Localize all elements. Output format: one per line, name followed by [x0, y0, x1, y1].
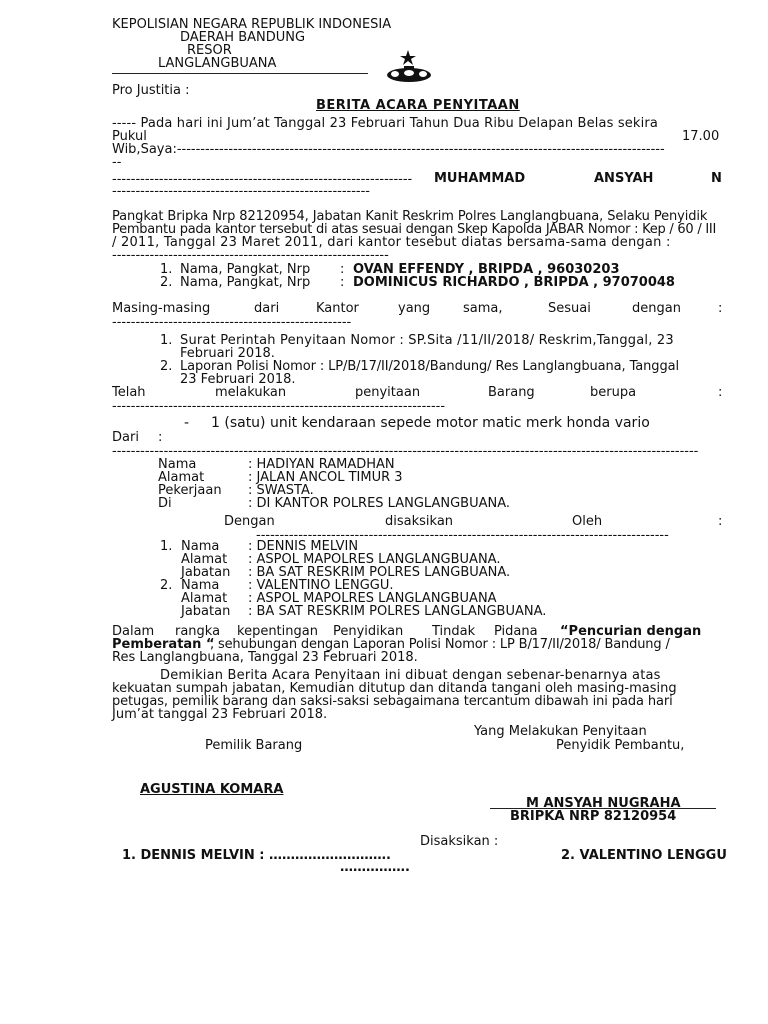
telah-word-6: : — [718, 385, 723, 400]
dalam-word-5: Tindak — [432, 624, 476, 639]
masing-dashes: --------------------------------------------------- — [112, 315, 352, 330]
masing-word-3: Kantor — [316, 301, 359, 316]
dari-dashes: ----------------------------------------------------------------------------------------------------------------------------- — [112, 444, 699, 459]
witness-2-signature: 2. VALENTINO LENGGU — [561, 848, 727, 863]
witness-2-label-nama: Nama — [181, 578, 220, 593]
team-member-2-number: 2. — [160, 275, 173, 290]
officer-name-part-1: MUHAMMAD — [434, 171, 526, 186]
reference-1-line-2: Februari 2018. — [180, 346, 275, 361]
penyidik-pembantu-label: Penyidik Pembantu, — [556, 738, 685, 753]
team-member-2-sep: : — [340, 275, 345, 290]
officer-signature-name: M ANSYAH NUGRAHA — [526, 796, 681, 811]
witness-2-value-alamat: : ASPOL MAPOLRES LANGLANGBUANA — [248, 591, 497, 606]
reference-1-number: 1. — [160, 333, 173, 348]
witness-1-label-alamat: Alamat — [181, 552, 228, 567]
witness-2-number: 2. — [160, 578, 173, 593]
masing-word-1: Masing-masing — [112, 301, 211, 316]
witness-1-number: 1. — [160, 539, 173, 554]
owner-value-alamat: : JALAN ANCOL TIMUR 3 — [248, 470, 403, 485]
opening-pukul: Pukul — [112, 129, 147, 144]
witness-1-label-jabatan: Jabatan — [181, 565, 231, 580]
witness-1-signature: 1. DENNIS MELVIN : ………………………. — [122, 848, 391, 863]
telah-word-1: Telah — [112, 385, 146, 400]
opening-saya: Wib,Saya:-------------------------------------------------------------------------------------------------------- — [112, 142, 665, 157]
reference-1-line-1: Surat Perintah Penyitaan Nomor : SP.Sita /11/II/2018/ Reskrim,Tanggal, 23 — [180, 333, 674, 348]
yang-melakukan-label: Yang Melakukan Penyitaan — [474, 724, 647, 739]
pangkat-dashes: ----------------------------------------------------------- — [112, 248, 389, 263]
demikian-line-3: petugas, pemilik barang dan saksi-saksi sebagaimana tercantum dibawah ini pada hari — [112, 694, 673, 709]
dari-sep: : — [158, 430, 163, 445]
masing-word-5: sama, — [463, 301, 503, 316]
owner-value-pekerjaan: : SWASTA. — [248, 483, 314, 498]
item-bullet: - — [184, 415, 190, 431]
witness-1-value-nama: : DENNIS MELVIN — [248, 539, 359, 554]
telah-word-4: Barang — [488, 385, 535, 400]
dari-label: Dari — [112, 430, 139, 445]
header-line-2: DAERAH BANDUNG — [180, 30, 306, 45]
pangkat-line-3: / 2011, Tanggal 23 Maret 2011, dari kantor tesebut diatas bersama-sama dengan : — [112, 235, 671, 250]
dalam-line-2: , sehubungan dengan Laporan Polisi Nomor : LP B/17/II/2018/ Bandung / — [210, 637, 670, 652]
owner-value-nama: : HADIYAN RAMADHAN — [248, 457, 395, 472]
dalam-word-2: rangka — [175, 624, 221, 639]
masing-word-8: : — [718, 301, 723, 316]
document-title: BERITA ACARA PENYITAAN — [316, 98, 520, 113]
dalam-word-4: Penyidikan — [333, 624, 404, 639]
telah-word-2: melakukan — [215, 385, 287, 400]
witness-2-value-nama: : VALENTINO LENGGU. — [248, 578, 394, 593]
masing-word-6: Sesuai — [548, 301, 591, 316]
header-line-1: KEPOLISIAN NEGARA REPUBLIK INDONESIA — [112, 17, 392, 32]
masing-word-7: dengan — [632, 301, 681, 316]
pangkat-line-1: Pangkat Bripka Nrp 82120954, Jabatan Kanit Reskrim Polres Langlangbuana, Selaku Penyidik — [112, 209, 708, 224]
demikian-line-2: kekuatan sumpah jabatan, Kemudian ditutup dan ditanda tangani oleh masing-masing — [112, 681, 677, 696]
dengan-word-3: Oleh — [572, 514, 603, 529]
team-member-1-number: 1. — [160, 262, 173, 277]
owner-value-di: : DI KANTOR POLRES LANGLANGBUANA. — [248, 496, 510, 511]
owner-signature-name: AGUSTINA KOMARA — [140, 782, 284, 797]
telah-word-5: berupa — [590, 385, 637, 400]
team-member-2-value: DOMINICUS RICHARDO , BRIPDA , 97070048 — [353, 275, 675, 290]
witness-1-value-jabatan: : BA SAT RESKRIM POLRES LANGBUANA. — [248, 565, 511, 580]
witness-2-signature-dots: ……………. — [340, 860, 410, 875]
team-member-1-label: Nama, Pangkat, Nrp — [180, 262, 311, 277]
witness-2-label-alamat: Alamat — [181, 591, 228, 606]
case-type-part-2: Pemberatan “ — [112, 637, 215, 652]
pemilik-barang-label: Pemilik Barang — [205, 738, 303, 753]
telah-dashes: ----------------------------------------------------------------------- — [112, 399, 446, 414]
demikian-line-1: Demikian Berita Acara Penyitaan ini dibuat dengan sebenar-benarnya atas — [160, 668, 661, 683]
dengan-dashes: ---------------------------------------------------------------------------------------- — [256, 528, 669, 543]
owner-label-di: Di — [158, 496, 172, 511]
dalam-line-3: Res Langlangbuana, Tanggal 23 Februari 2018. — [112, 650, 418, 665]
dengan-word-1: Dengan — [224, 514, 275, 529]
team-member-1-sep: : — [340, 262, 345, 277]
witness-2-label-jabatan: Jabatan — [181, 604, 231, 619]
telah-word-3: penyitaan — [355, 385, 421, 400]
dengan-word-4: : — [718, 514, 723, 529]
disaksikan-label: Disaksikan : — [420, 834, 499, 849]
header-line-3: RESOR — [187, 43, 232, 58]
team-member-2-label: Nama, Pangkat, Nrp — [180, 275, 311, 290]
masing-word-2: dari — [254, 301, 280, 316]
opening-line-1: ----- Pada hari ini Jum’at Tanggal 23 Februari Tahun Dua Ribu Delapan Belas sekira — [112, 116, 658, 131]
header-underline — [112, 73, 368, 74]
team-member-1-value: OVAN EFFENDY , BRIPDA , 96030203 — [353, 262, 620, 277]
witness-1-label-nama: Nama — [181, 539, 220, 554]
demikian-line-4: Jum’at tanggal 23 Februari 2018. — [112, 707, 328, 722]
header-line-4: LANGLANGBUANA — [158, 56, 277, 71]
opening-dash-tail: -- — [112, 155, 122, 170]
case-type-part-1: “Pencurian dengan — [560, 624, 702, 639]
owner-label-alamat: Alamat — [158, 470, 205, 485]
opening-name-prefix: ---------------------------------------------------------------- — [112, 172, 413, 187]
owner-label-nama: Nama — [158, 457, 197, 472]
officer-name-part-2: ANSYAH — [594, 171, 654, 186]
witness-1-value-alamat: : ASPOL MAPOLRES LANGLANGBUANA. — [248, 552, 501, 567]
reference-2-line-2: 23 Februari 2018. — [180, 372, 296, 387]
witness-2-value-jabatan: : BA SAT RESKRIM POLRES LANGLANGBUANA. — [248, 604, 547, 619]
dalam-word-6: Pidana — [494, 624, 538, 639]
officer-name-part-3: N — [711, 171, 722, 186]
seized-item: 1 (satu) unit kendaraan sepede motor matic merk honda vario — [211, 415, 650, 431]
dengan-word-2: disaksikan — [385, 514, 454, 529]
reference-2-line-1: Laporan Polisi Nomor : LP/B/17/II/2018/Bandung/ Res Langlangbuana, Tanggal — [180, 359, 679, 374]
police-emblem-icon — [384, 48, 434, 84]
pangkat-line-2: Pembantu pada kantor tersebut di atas sesuai dengan Skep Kapolda JABAR Nomor : Kep / 60 / III — [112, 222, 717, 237]
dalam-word-1: Dalam — [112, 624, 155, 639]
masing-word-4: yang — [398, 301, 431, 316]
opening-dashes: ------------------------------------------------------- — [112, 184, 371, 199]
dalam-word-3: kepentingan — [237, 624, 318, 639]
opening-time: 17.00 — [682, 129, 720, 144]
officer-rank: BRIPKA NRP 82120954 — [510, 809, 677, 824]
owner-label-pekerjaan: Pekerjaan — [158, 483, 222, 498]
reference-2-number: 2. — [160, 359, 173, 374]
pro-justitia-label: Pro Justitia : — [112, 83, 190, 98]
